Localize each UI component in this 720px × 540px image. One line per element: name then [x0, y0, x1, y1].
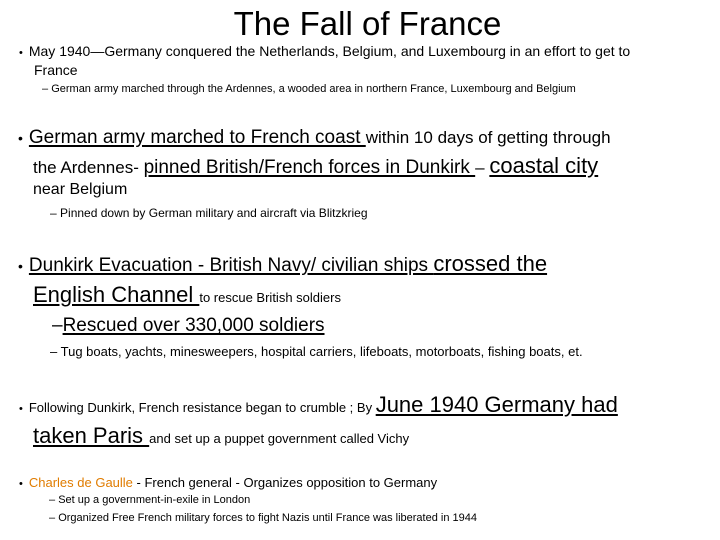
- bullet-5: • Charles de Gaulle - French general - Organizes opposition to Germany: [19, 475, 438, 490]
- bullet-2-emphasis-1: German army marched to French coast: [28, 127, 366, 148]
- bullet-2-emphasis-3: coastal city: [489, 153, 599, 178]
- bullet-marker: •: [19, 403, 23, 415]
- bullet-5-sub-1: – Set up a government-in-exile in London: [49, 494, 251, 506]
- bullet-2-emphasis-2: pinned British/French forces in Dunkirk: [143, 157, 476, 178]
- bullet-marker: •: [19, 478, 23, 490]
- bullet-1-line1: May 1940—Germany conquered the Netherlands, Belgium, and Luxembourg in an effort to get to: [28, 43, 631, 59]
- dash-marker: –: [50, 344, 58, 359]
- slide-title: The Fall of France: [233, 5, 502, 42]
- bullet-marker: •: [18, 130, 23, 146]
- bullet-3-sub-1: –Rescued over 330,000 soldiers: [52, 315, 325, 336]
- bullet-1: [19, 42, 630, 62]
- bullet-2-line3: near Belgium: [33, 181, 128, 198]
- bullet-marker: •: [18, 258, 23, 274]
- bullet-3-line2: English Channel to rescue British soldiers: [33, 282, 341, 307]
- dash-marker: –: [50, 206, 57, 220]
- bullet-1-line2: France: [34, 62, 78, 78]
- bullet-2-line2: the Ardennes- pinned British/French forces in Dunkirk – coastal city: [33, 153, 599, 178]
- bullet-4: • Following Dunkirk, French resistance began to crumble ; By June 1940 Germany had: [19, 392, 618, 417]
- bullet-3-emphasis-2: crossed the: [433, 251, 548, 276]
- bullet-4-emphasis-1: June 1940 Germany had: [375, 392, 618, 417]
- bullet-4-emphasis-2: taken Paris: [33, 423, 150, 448]
- bullet-marker: •: [19, 47, 23, 59]
- dash-marker: –: [49, 494, 56, 506]
- bullet-3-sub-2: – Tug boats, yachts, minesweepers, hospital carriers, lifeboats, motorboats, fishing boats, et.: [50, 344, 583, 359]
- bullet-3: [18, 251, 547, 279]
- charles-de-gaulle: Charles de Gaulle: [28, 475, 133, 490]
- dash-marker: –: [52, 315, 63, 336]
- dash-marker: –: [42, 83, 49, 95]
- bullet-2-sub-1: – Pinned down by German military and aircraft via Blitzkrieg: [50, 206, 368, 220]
- bullet-5-sub-2: – Organized Free French military forces to fight Nazis until France was liberated in 1944: [49, 512, 477, 524]
- bullet-3-emphasis-3: English Channel: [33, 282, 200, 307]
- bullet-3-emphasis-1: Dunkirk Evacuation - British Navy/ civilian ships: [28, 255, 434, 276]
- bullet-4-line2: taken Paris and set up a puppet government called Vichy: [33, 423, 410, 448]
- bullet-2: • German army marched to French coast within 10 days of getting through: [18, 127, 611, 148]
- bullet-1-sub-1: – German army marched through the Ardennes, a wooded area in northern France, Luxembourg and Belgium: [42, 83, 576, 95]
- dash-marker: –: [49, 512, 56, 524]
